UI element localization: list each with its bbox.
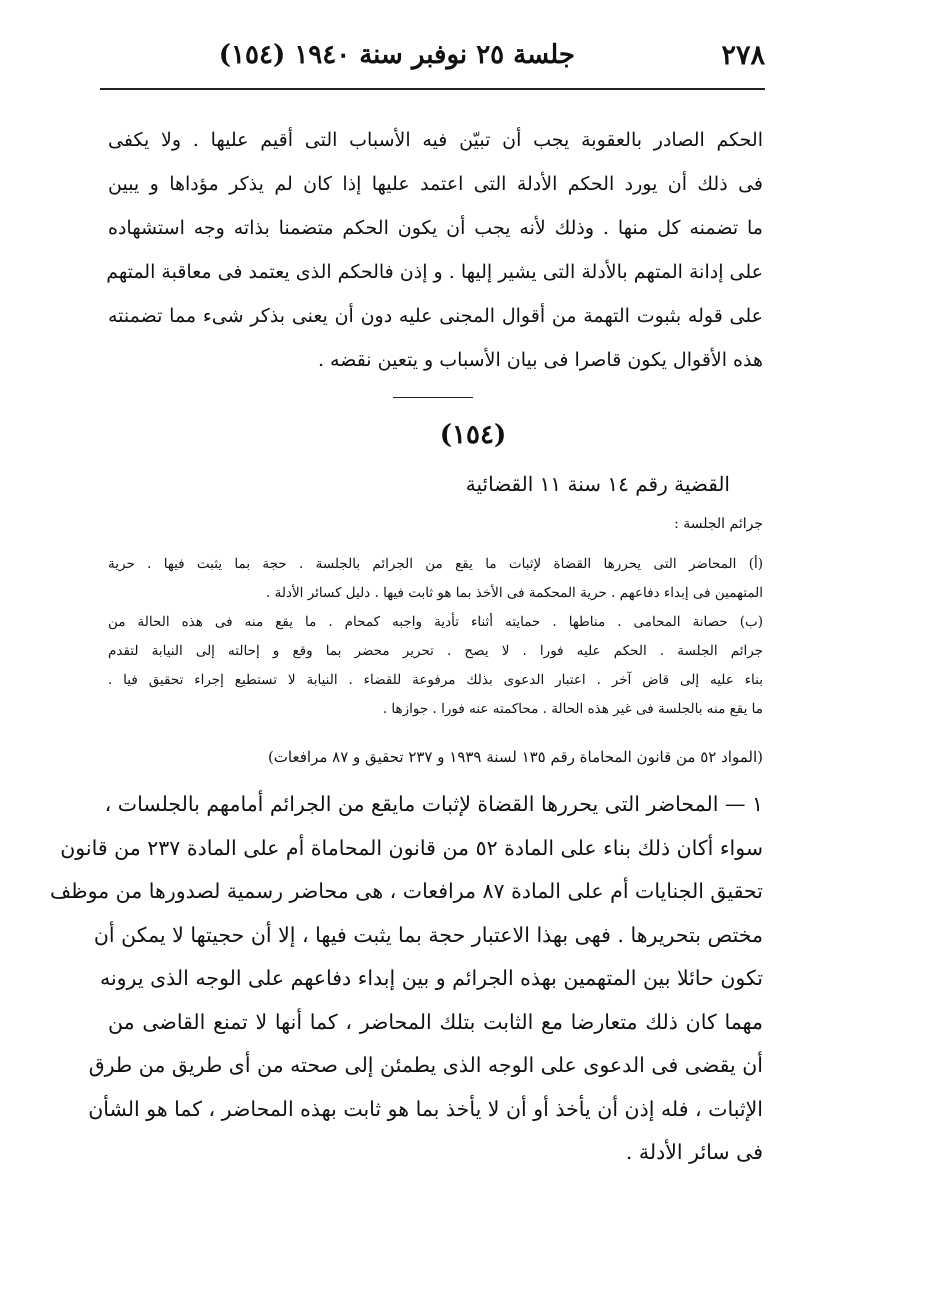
headnote-line: ما يقع منه بالجلسة فى غير هذه الحالة . محاكمته عنه فورا . جوازها . bbox=[382, 701, 763, 717]
intro-line: ما تضمنه كل منها . وذلك لأنه يجب أن يكون الحكم متضمنا بذاته وجه استشهاده bbox=[108, 217, 763, 239]
headnote-line: (أ) المحاضر التى يحررها القضاة لإثبات ما يقع من الجرائم بالجلسة . حجة بما يثبت فيها . حرية bbox=[108, 556, 763, 572]
statute-reference: (المواد ٥٢ من قانون المحاماة رقم ١٣٥ لسنة ١٩٣٩ و ٢٣٧ تحقيق و ٨٧ مرافعات) bbox=[267, 748, 763, 766]
headnotes bbox=[108, 550, 763, 724]
page-number: ٢٧٨ bbox=[721, 40, 765, 71]
body-line: مهما كان ذلك متعارضا مع الثابت بتلك المحاضر ، كما أنها لا تمنع القاضى من bbox=[108, 1009, 763, 1034]
intro-line: على إدانة المتهم بالأدلة التى يشير إليها . و إذن فالحكم الذى يعتمد فى معاقبة المتهم bbox=[106, 261, 763, 283]
running-title: جلسة ٢٥ نوفبر سنة ١٩٤٠ (١٥٤) bbox=[218, 40, 575, 70]
body-line: فى سائر الأدلة . bbox=[625, 1140, 763, 1164]
body-line: تحقيق الجنايات أم على المادة ٨٧ مرافعات ، هى محاضر رسمية لصدورها من موظف bbox=[50, 879, 763, 903]
case-title: القضية رقم ١٤ سنة ١١ القضائية bbox=[465, 472, 730, 496]
body-line: تكون حائلا بين المتهمين بهذه الجرائم و بين إبداء دفاعهم على الوجه الذى يرونه bbox=[99, 966, 763, 990]
intro-line: على قوله بثبوت التهمة من أقوال المجنى عليه دون أن يعنى بذكر شىء مما تضمنته bbox=[108, 305, 763, 327]
header-rule bbox=[100, 88, 765, 90]
intro-paragraph bbox=[108, 118, 763, 382]
body-line: مختص بتحريرها . فهى بهذا الاعتبار حجة بما يثبت فيها ، إلا أن حجيتها لا يمكن أن bbox=[93, 922, 763, 947]
headnote-line: (ب) حصانة المحامى . مناطها . حمايته أثناء تأدية واجبه كمحام . ما يقع منه فى هذه الحالة من bbox=[108, 614, 763, 630]
headnote-label: جرائم الجلسة : bbox=[674, 516, 763, 532]
body-line: ١ — المحاضر التى يحررها القضاة لإثبات مايقع من الجرائم أمامهم بالجلسات ، bbox=[104, 792, 763, 816]
section-separator bbox=[393, 397, 473, 398]
intro-line: فى ذلك أن يورد الحكم الأدلة التى اعتمد عليها إذا كان لم يذكر مؤداها و يبين bbox=[108, 173, 763, 195]
body-paragraph bbox=[50, 783, 763, 1175]
body-line: أن يقضى فى الدعوى على الوجه الذى يطمئن إلى صحته من أى طريق من طرق bbox=[88, 1053, 763, 1077]
case-number: (١٥٤) bbox=[439, 420, 507, 450]
headnote-line: المتهمين فى إبداء دفاعهم . حرية المحكمة فى الأخذ بما هو ثابت فيها . دليل كسائر الأدلة . bbox=[266, 585, 763, 601]
body-line: الإثبات ، فله إذن أن يأخذ أو أن لا يأخذ بما هو ثابت بهذه المحاضر ، كما هو الشأن bbox=[88, 1096, 763, 1121]
page-header bbox=[100, 30, 765, 90]
intro-line: هذه الأقوال يكون قاصرا فى بيان الأسباب و يتعين نقضه . bbox=[317, 349, 763, 371]
body-line: سواء أكان ذلك بناء على المادة ٥٢ من قانون المحاماة أم على المادة ٢٣٧ من قانون bbox=[60, 835, 763, 860]
intro-line: الحكم الصادر بالعقوبة يجب أن تبيّن فيه الأسباب التى أقيم عليها . ولا يكفى bbox=[108, 129, 763, 151]
headnote-line: جرائم الجلسة . الحكم عليه فورا . لا يصح . تحرير محضر بما وقع و إحالته إلى النيابة لتقدم bbox=[108, 643, 763, 659]
headnote-line: بناء عليه إلى قاض آخر . اعتبار الدعوى بذلك مرفوعة للقضاء . النيابة لا تستطيع إجراء تحقيق فيا . bbox=[108, 672, 763, 688]
